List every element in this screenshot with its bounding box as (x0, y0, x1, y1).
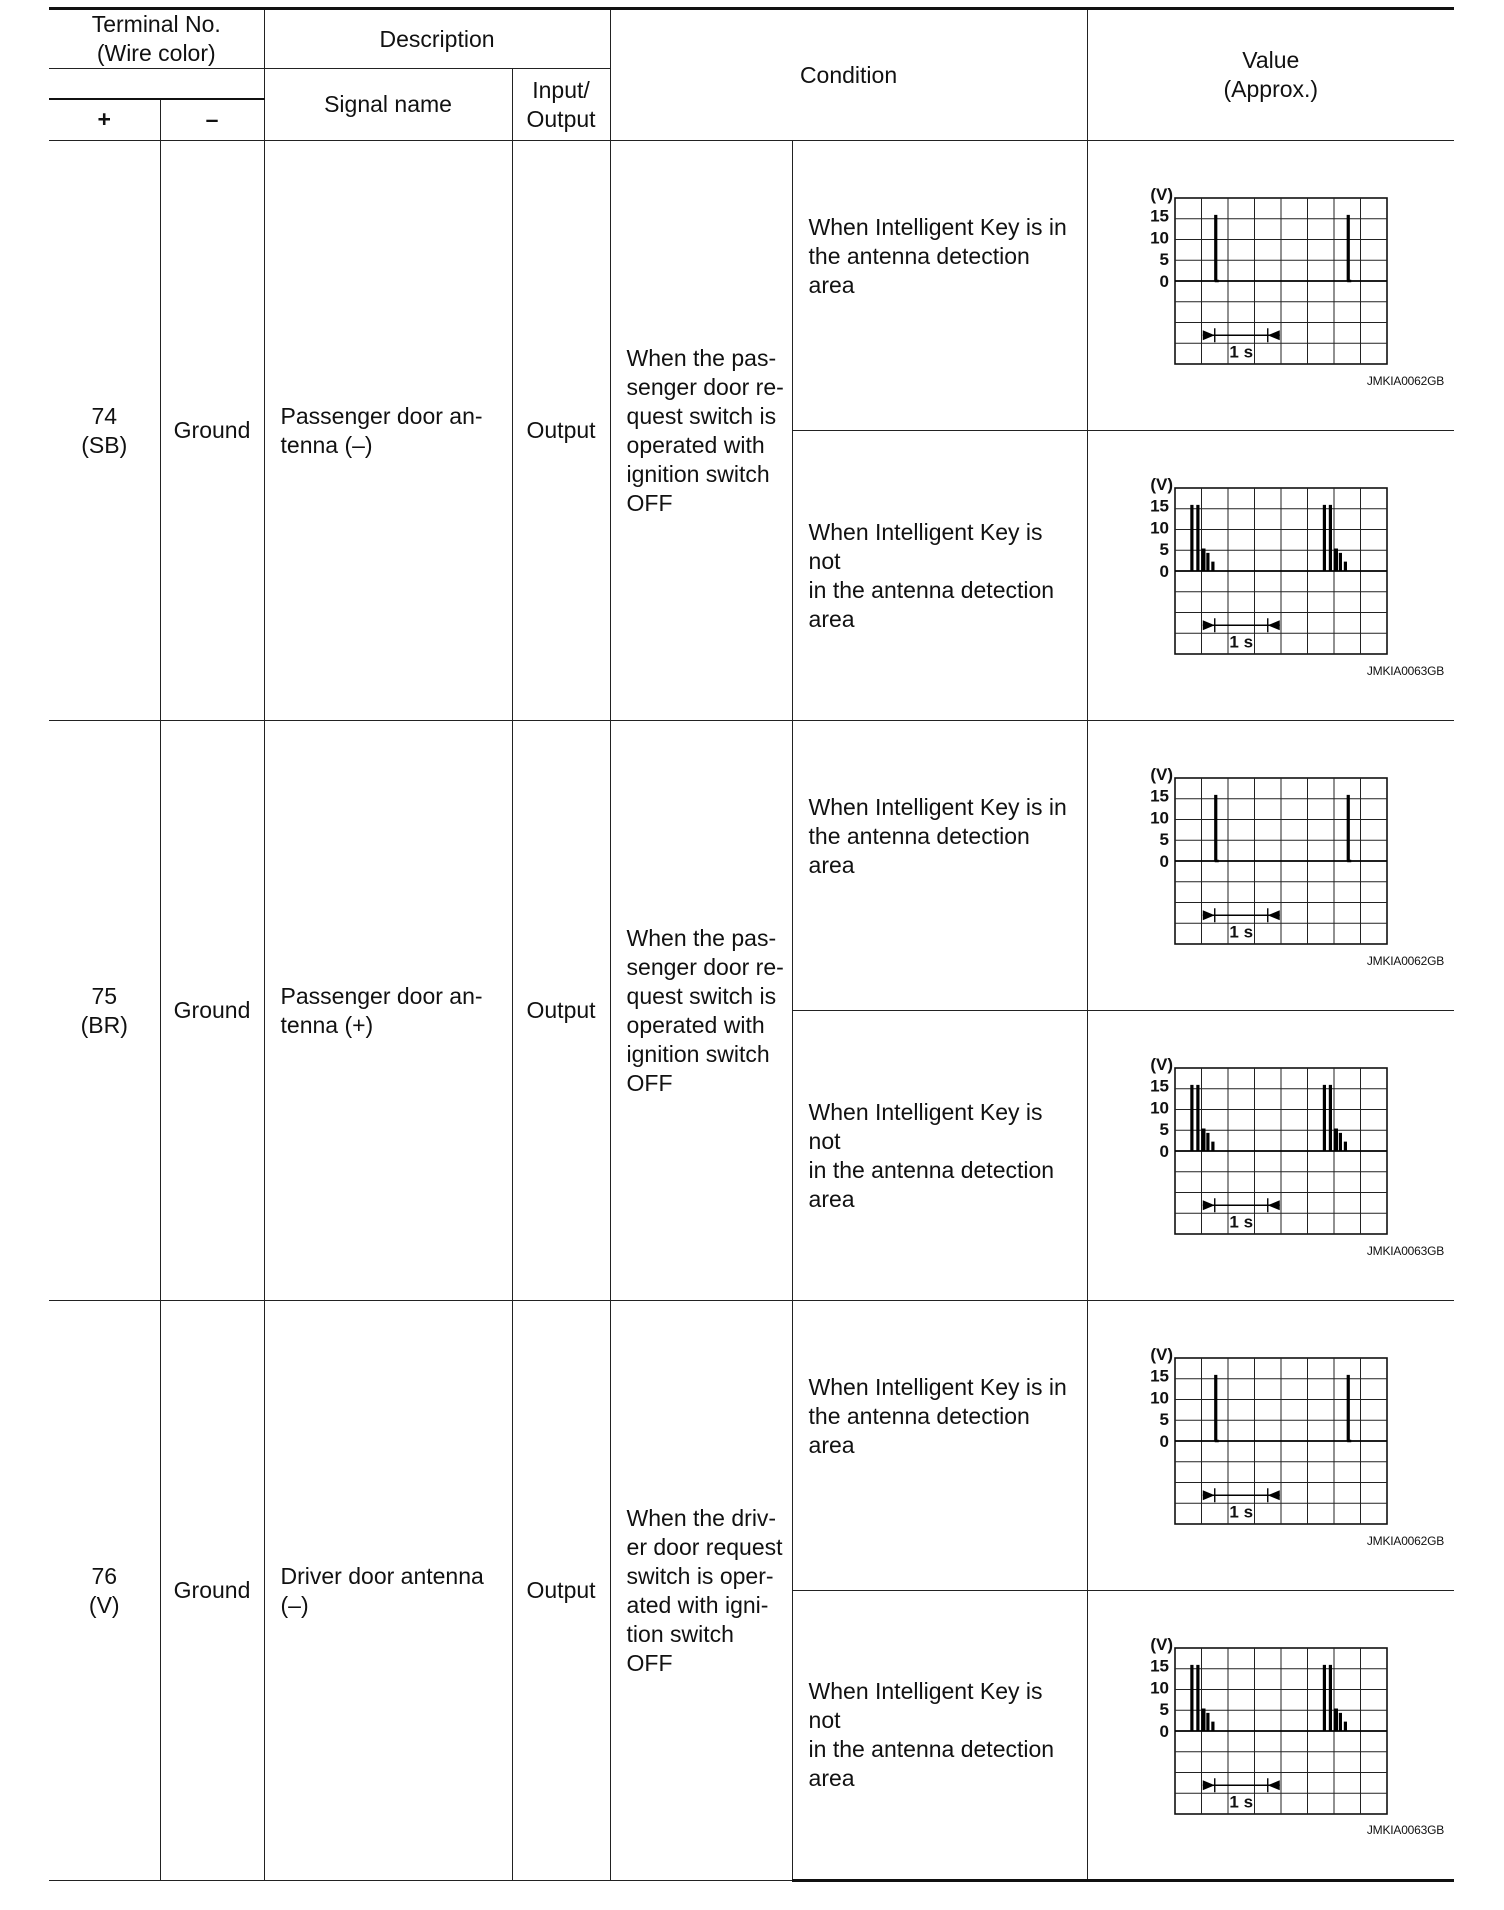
figure-code: JMKIA0062GB (1366, 1534, 1445, 1548)
figure-code: JMKIA0063GB (1366, 1244, 1445, 1258)
ground-cell: Ground (160, 721, 264, 1301)
value-cell (1087, 721, 1454, 1011)
pulse-mark (1206, 1134, 1208, 1151)
table-body (49, 141, 1454, 1881)
pulse-mark (1190, 1085, 1192, 1151)
sub-condition-line: When Intelligent Key is in (808, 794, 1067, 820)
y-tick-10: 10 (1149, 228, 1169, 248)
header-wire-color-label: (Wire color) (96, 40, 216, 66)
sub-condition-cell (792, 431, 1087, 721)
pulse-mark (1201, 1129, 1204, 1151)
sub-condition-line: area (808, 272, 855, 298)
y-tick-0: 0 (1159, 1432, 1169, 1451)
sub-condition-cell (792, 141, 1087, 431)
input-output-cell: Output (512, 721, 610, 1301)
y-tick-15: 15 (1149, 496, 1169, 516)
pulse-mark (1347, 795, 1349, 861)
condition-line: OFF (626, 489, 673, 516)
condition-line: er door request (626, 1533, 783, 1560)
header-io-line-2: Output (526, 105, 596, 132)
waveform-chart (1128, 1056, 1398, 1246)
y-tick-5: 5 (1159, 830, 1169, 850)
y-tick-5: 5 (1159, 1700, 1169, 1720)
time-scale-label: 1 s (1228, 1502, 1253, 1522)
pulse-mark (1190, 505, 1192, 571)
condition-line: quest switch is (626, 402, 777, 429)
signal-name-line-1: Passenger door an- (280, 982, 483, 1009)
sub-condition-line: area (808, 1765, 855, 1791)
sub-condition-line: When Intelligent Key is not (808, 1098, 1043, 1154)
pulse-mark (1196, 505, 1198, 571)
signal-name-line-2: tenna (–) (280, 431, 373, 458)
y-tick-0: 0 (1159, 272, 1169, 291)
y-tick-10: 10 (1149, 518, 1169, 538)
y-tick-5: 5 (1159, 1410, 1169, 1430)
pulse-mark (1211, 562, 1213, 571)
value-cell (1087, 1591, 1454, 1881)
header-terminal-label: Terminal No. (91, 11, 221, 37)
wire-color: (V) (88, 1591, 120, 1618)
signal-name-line-2: (–) (280, 1591, 309, 1618)
pulse-mark (1329, 505, 1331, 571)
figure-code: JMKIA0063GB (1366, 664, 1445, 678)
pulse-mark (1323, 1085, 1325, 1151)
pulse-mark (1211, 1142, 1213, 1151)
y-tick-0: 0 (1159, 1722, 1169, 1741)
sub-condition-line: area (808, 1185, 855, 1212)
y-tick-0: 0 (1159, 562, 1169, 581)
pulse-mark (1344, 1722, 1346, 1731)
table-row (49, 721, 1454, 1011)
condition-cell (610, 1301, 792, 1881)
time-arrow-left (1267, 330, 1279, 340)
figure-code: JMKIA0062GB (1366, 374, 1445, 388)
sub-condition-line: When Intelligent Key is in (808, 1374, 1067, 1400)
condition-line: When the pas- (626, 924, 777, 951)
terminal-spec-table (49, 7, 1454, 1882)
terminal-cell (49, 1301, 160, 1881)
input-output-cell: Output (512, 141, 610, 721)
y-tick-10: 10 (1149, 1388, 1169, 1408)
y-tick-15: 15 (1149, 1366, 1169, 1386)
waveform-unit-label: (V) (1149, 186, 1173, 204)
waveform-unit-label: (V) (1149, 1056, 1173, 1074)
condition-line: When the driv- (626, 1504, 777, 1531)
terminal-number: 75 (91, 982, 118, 1009)
waveform-chart (1128, 186, 1398, 376)
terminal-cell (49, 721, 160, 1301)
y-tick-15: 15 (1149, 1076, 1169, 1096)
y-tick-10: 10 (1149, 1098, 1169, 1118)
waveform-unit-label: (V) (1149, 476, 1173, 494)
ground-cell: Ground (160, 1301, 264, 1881)
header-terminal-no (49, 9, 264, 69)
wire-color: (SB) (81, 431, 128, 458)
pulse-mark (1344, 1142, 1346, 1151)
y-tick-15: 15 (1149, 786, 1169, 806)
y-tick-15: 15 (1149, 206, 1169, 226)
condition-line: OFF (626, 1069, 673, 1096)
terminal-number: 74 (91, 402, 118, 429)
y-tick-10: 10 (1149, 1678, 1169, 1698)
pulse-mark (1214, 795, 1216, 861)
waveform-unit-label: (V) (1149, 1346, 1173, 1364)
sub-condition-line: When Intelligent Key is not (808, 518, 1043, 574)
signal-name-line-1: Driver door antenna (280, 1562, 484, 1589)
signal-name-line-2: tenna (+) (280, 1011, 374, 1038)
time-arrow-right (1202, 620, 1214, 630)
time-arrow-left (1267, 910, 1279, 920)
header-signal-name: Signal name (264, 69, 512, 141)
figure-code: JMKIA0062GB (1366, 954, 1445, 968)
condition-line: switch is oper- (626, 1562, 774, 1589)
waveform-chart (1128, 1346, 1398, 1536)
pulse-mark (1211, 1722, 1213, 1731)
y-tick-10: 10 (1149, 808, 1169, 828)
time-scale-label: 1 s (1228, 632, 1253, 652)
sub-condition-line: area (808, 1432, 855, 1458)
pulse-mark (1323, 1665, 1325, 1731)
time-arrow-left (1267, 1780, 1279, 1790)
waveform-chart (1128, 1636, 1398, 1826)
pulse-mark (1190, 1665, 1192, 1731)
sub-condition-line: area (808, 605, 855, 632)
sub-condition-line: the antenna detection (808, 823, 1030, 849)
condition-line: OFF (626, 1649, 673, 1676)
sub-condition-cell (792, 721, 1087, 1011)
wire-color: (BR) (80, 1011, 128, 1038)
sub-condition-line: in the antenna detection (808, 1736, 1055, 1762)
time-arrow-right (1202, 1780, 1214, 1790)
signal-name-cell (264, 1301, 512, 1881)
value-cell (1087, 1011, 1454, 1301)
header-io-line-1: Input/ (532, 76, 590, 103)
time-arrow-right (1202, 1490, 1214, 1500)
y-tick-0: 0 (1159, 1142, 1169, 1161)
pulse-mark (1201, 1709, 1204, 1731)
y-tick-5: 5 (1159, 1120, 1169, 1140)
pulse-mark (1329, 1085, 1331, 1151)
header-approx-label: (Approx.) (1223, 76, 1319, 102)
condition-line: senger door re- (626, 373, 784, 400)
pulse-mark (1206, 1714, 1208, 1731)
sub-condition-cell (792, 1011, 1087, 1301)
sub-condition-line: When Intelligent Key is in (808, 214, 1067, 240)
pulse-mark (1339, 554, 1341, 571)
pulse-mark (1196, 1085, 1198, 1151)
time-arrow-left (1267, 1200, 1279, 1210)
time-scale-label: 1 s (1228, 342, 1253, 362)
input-output-cell: Output (512, 1301, 610, 1881)
signal-name-line-1: Passenger door an- (280, 402, 483, 429)
sub-condition-cell (792, 1301, 1087, 1591)
pulse-mark (1201, 549, 1204, 571)
time-scale-label: 1 s (1228, 922, 1253, 942)
waveform-chart (1128, 476, 1398, 666)
header-value (1087, 9, 1454, 141)
sub-condition-line: in the antenna detection (808, 576, 1055, 603)
waveform-unit-label: (V) (1149, 1636, 1173, 1654)
pulse-mark (1347, 1375, 1349, 1441)
condition-line: operated with (626, 1011, 765, 1038)
header-condition: Condition (610, 9, 1087, 141)
pulse-mark (1339, 1134, 1341, 1151)
pulse-mark (1329, 1665, 1331, 1731)
value-cell (1087, 1301, 1454, 1591)
signal-name-cell (264, 141, 512, 721)
pulse-mark (1347, 215, 1349, 281)
time-arrow-right (1202, 330, 1214, 340)
sub-condition-line: in the antenna detection (808, 1156, 1055, 1183)
condition-line: operated with (626, 431, 765, 458)
sub-condition-cell (792, 1591, 1087, 1881)
sub-condition-line: area (808, 852, 855, 878)
sub-condition-line: When Intelligent Key is not (808, 1678, 1043, 1733)
sub-condition-line: the antenna detection (808, 1403, 1030, 1429)
time-scale-label: 1 s (1228, 1212, 1253, 1232)
time-scale-label: 1 s (1228, 1792, 1253, 1812)
ground-cell: Ground (160, 141, 264, 721)
time-arrow-right (1202, 910, 1214, 920)
time-arrow-right (1202, 1200, 1214, 1210)
waveform-unit-label: (V) (1149, 766, 1173, 784)
header-description: Description (264, 9, 610, 69)
pulse-mark (1339, 1714, 1341, 1731)
condition-cell (610, 141, 792, 721)
y-tick-15: 15 (1149, 1656, 1169, 1676)
time-arrow-left (1267, 620, 1279, 630)
condition-line: tion switch (626, 1620, 734, 1647)
y-tick-0: 0 (1159, 852, 1169, 871)
table-row (49, 141, 1454, 431)
y-tick-5: 5 (1159, 540, 1169, 560)
pulse-mark (1206, 554, 1208, 571)
condition-line: ignition switch (626, 1040, 770, 1067)
condition-cell (610, 721, 792, 1301)
signal-name-cell (264, 721, 512, 1301)
condition-line: ignition switch (626, 460, 770, 487)
condition-line: ated with igni- (626, 1591, 769, 1618)
header-input-output (512, 69, 610, 141)
header-minus: – (160, 99, 264, 141)
time-arrow-left (1267, 1490, 1279, 1500)
y-tick-5: 5 (1159, 250, 1169, 270)
pulse-mark (1344, 562, 1346, 571)
figure-code: JMKIA0063GB (1366, 1823, 1445, 1837)
terminal-cell (49, 141, 160, 721)
pulse-mark (1334, 1129, 1337, 1151)
pulse-mark (1196, 1665, 1198, 1731)
pulse-mark (1334, 549, 1337, 571)
pulse-mark (1323, 505, 1325, 571)
sub-condition-line: the antenna detection (808, 243, 1030, 269)
header-terminal-spacer (49, 69, 264, 99)
pulse-mark (1214, 215, 1216, 281)
terminal-number: 76 (91, 1562, 118, 1589)
header-value-label: Value (1242, 47, 1300, 73)
value-cell (1087, 141, 1454, 431)
condition-line: senger door re- (626, 953, 784, 980)
waveform-chart (1128, 766, 1398, 956)
header-plus: + (49, 99, 160, 141)
table-row (49, 1301, 1454, 1591)
pulse-mark (1334, 1709, 1337, 1731)
pulse-mark (1214, 1375, 1216, 1441)
condition-line: When the pas- (626, 344, 777, 371)
value-cell (1087, 431, 1454, 721)
condition-line: quest switch is (626, 982, 777, 1009)
